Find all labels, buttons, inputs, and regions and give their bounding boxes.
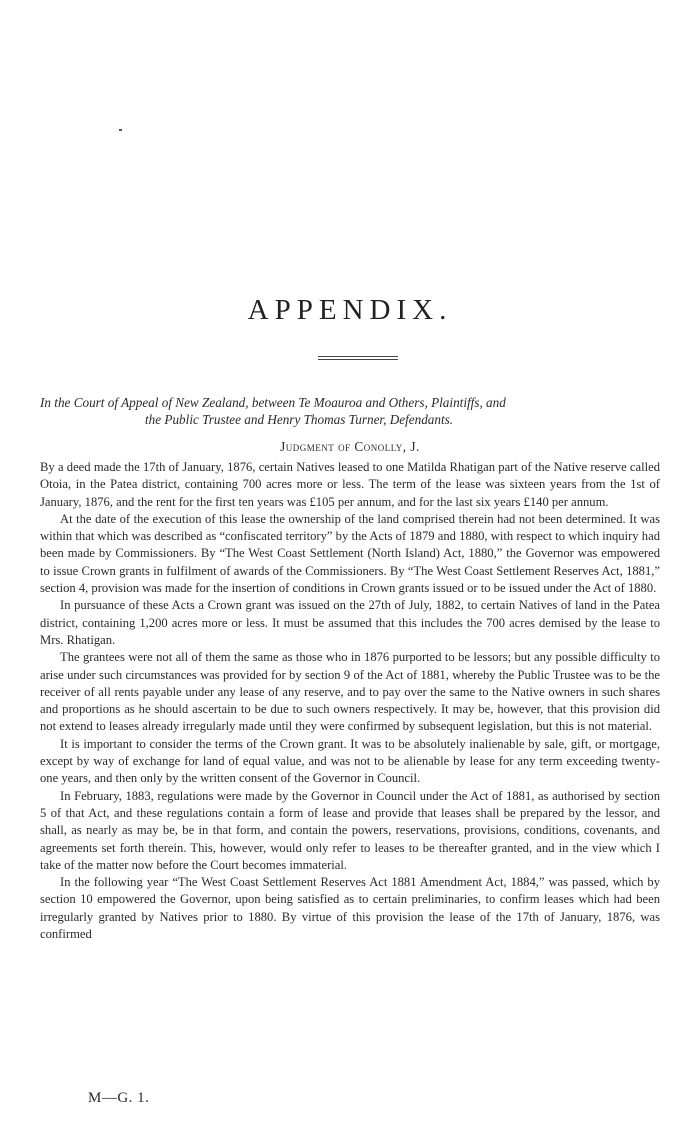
paragraph: In the following year “The West Coast Settlement Reserves Act 1881 Amendment Act, 1884,” was passed, which by section 10 empowered the Governor, upon being satisfied as to certain preliminaries, to confirm leases which had been irregularly granted by Natives prior to 1880. By virtue of this provision the lease of the 17th of January, 1876, was confirmed xyxy=(40,875,660,942)
paragraph: It is important to consider the terms of the Crown grant. It was to be absolutely inalienable by sale, gift, or mortgage, except by way of exchange for land of equal value, and was not to be alienable by lease for any term exceeding twenty-one years, and then only by the written consent of the Governor in Council. xyxy=(40,736,660,786)
title-rule-upper xyxy=(318,356,398,357)
paragraph: In February, 1883, regulations were made by the Governor in Council under the Act of 1881, as authorised by section 5 of that Act, and these regulations contain a form of lease and provide that leases shall be prepared by the lessor, and shall, as nearly as may be, be in that form, and contain the powers, reservations, provisions, conditions, covenants, and agreements set forth therein. This, however, would only refer to leases to be thereafter granted, and in the view which I take of the matter now before the Court becomes immaterial. xyxy=(40,788,660,872)
paragraph: At the date of the execution of this lease the ownership of the land comprised therein had not been determined. It was within that which was described as “confiscated territory” by the Acts of 1879 and 1880, with respect to which inquiry had been made by Commissioners. By “The West Coast Settlement (North Island) Act, 1880,” the Governor was empowered to issue Crown grants in fulfilment of awards of the Commissioners. By “The West Coast Settlement Reserves Act, 1881,” section 4, provision was made for the insertion of conditions in Crown grants issued or to be issued under the Act of 1880. xyxy=(40,511,660,596)
page-code: M—G. 1. xyxy=(88,1090,150,1106)
paragraph: By a deed made the 17th of January, 1876, certain Natives leased to one Matilda Rhatigan part of the Native reserve called Otoia, in the Patea district, containing 700 acres more or less. The term of the lease was sixteen years from the 1st of January, 1876, and the rent for the first ten years was £105 per annum, and for the last six years £140 per annum. xyxy=(40,460,660,509)
case-caption xyxy=(40,394,660,428)
title-rule-lower xyxy=(318,359,398,360)
appendix-title: APPENDIX. xyxy=(247,294,453,326)
judgment-heading: Judgment of Conolly, J. xyxy=(280,439,420,454)
judgment-body xyxy=(40,459,660,943)
paragraph: In pursuance of these Acts a Crown grant was issued on the 27th of July, 1882, to certain Natives of land in the Patea district, containing 1,200 acres more or less. It must be assumed that this includes the 700 acres demised by the lease to Mrs. Rhatigan. xyxy=(40,598,660,647)
paragraph: The grantees were not all of them the same as those who in 1876 purported to be lessors; but any possible difficulty to arise under such circumstances was provided for by section 9 of the Act of 1881, whereby the Public Trustee was to be the receiver of all rents payable under any lease of any reserve, and to pay over the same to the Native owners in such shares and proportions as he should ascertain to be due to such owners respectively. It may be, however, that this provision did not extend to leases already irregularly made until they were confirmed by subsequent legislation, but this is not material. xyxy=(40,650,660,734)
caption-line-2: the Public Trustee and Henry Thomas Turner, Defendants. xyxy=(145,412,454,427)
stray-mark xyxy=(119,129,122,131)
caption-line-1: In the Court of Appeal of New Zealand, between Te Moauroa and Others, Plaintiffs, and xyxy=(40,395,506,410)
